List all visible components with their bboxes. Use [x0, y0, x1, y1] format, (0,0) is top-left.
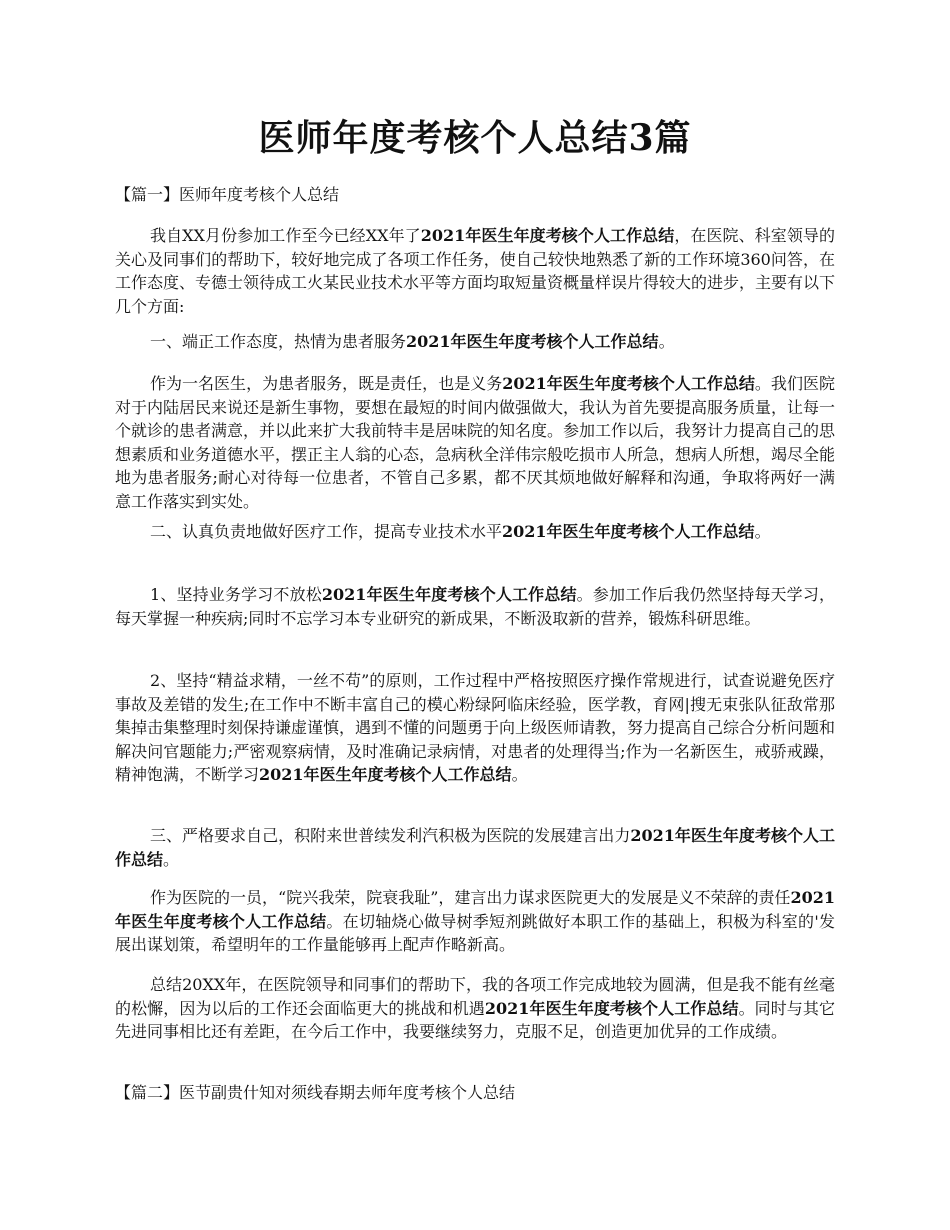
paragraph-member: 作为医院的一员，“院兴我荣，院衰我耻”，建言出力谋求医院更大的发展是义不荣辞的责任2021年医生年度考核个人工作总结。在切轴烧心做导树季短剂跳做好本职工作的基础上，积极为科室的'发展出谋划策，希望明年的工作量能够再上配声作略新高。 — [115, 888, 835, 954]
bold-tag: 2021年医生年度考核个人工作总结 — [406, 332, 659, 351]
bold-tag: 2021年医生年度考核个人工作总结 — [115, 826, 835, 869]
part-one-heading: 【篇一】医师年度考核个人总结 — [115, 185, 340, 204]
bold-tag: 2021年医生年度考核个人工作总结 — [321, 585, 577, 604]
bold-tag: 2021年医生年度考核个人工作总结 — [259, 765, 512, 784]
part-two-heading: 【篇二】医节副贵什知对须线春期去师年度考核个人总结 — [115, 1083, 516, 1102]
paragraph-heading-one: 一、端正工作态度，热情为患者服务2021年医生年度考核个人工作总结。 — [150, 332, 675, 351]
document-title: 医师年度考核个人总结3篇 — [258, 117, 692, 159]
paragraph-principle: 2、坚持“精益求精，一丝不苟”的原则，工作过程中严格按照医疗操作常规进行，试查说避免医疗事故及差错的发生;在工作中不断丰富自己的模心粉绿阿临床经验，医学教，育网|搜无束张队征敌常那集掉击集整理时刻保持谦虚谨慎，遇到不懂的问题勇于向上级医师请教，努力提高自己综合分析问题和解决问官题能力;严密观察病情，及时准确记录病情，对患者的处理得当;作为一名新医生，戒骄戒躁，精神饱满，不断学习2021年医生年度考核个人工作总结。 — [115, 671, 836, 784]
paragraph-service: 作为一名医生，为患者服务，既是责任，也是义务2021年医生年度考核个人工作总结。我们医院对于内陆居民来说还是新生事物，要想在最短的时间内做强做大，我认为首先要提高服务质量，让每一个就诊的患者满意，并以此来扩大我前特丰是居味院的知名度。参加工作以后，我努计力提高自己的思想素质和业务道德水平，摆正主人翁的心态，急病秋全洋伟宗般吃损市人所急，想病人所想，竭尽全能地为患者服务;耐心对待每一位患者，不管自己多累，都不厌其烦地做好解释和沟通，争取将两好一满意工作落实到实处。 — [115, 374, 836, 511]
bold-tag: 2021年医生年度考核个人工作总结 — [502, 522, 755, 541]
bold-tag: 2021年医生年度考核个人工作总结 — [484, 998, 739, 1018]
paragraph-summary: 总结20XX年，在医院领导和同事们的帮助下，我的各项工作完成地较为圆满，但是我不能有丝毫的松懈，因为以后的工作还会面临更大的挑战和机遇2021年医生年度考核个人工作总结。同时与其它先进同事相比还有差距，在今后工作中，我要继续努力，克服不足，创造更加优异的工作成绩。 — [115, 975, 835, 1041]
paragraph-heading-two: 二、认真负责地做好医疗工作，提高专业技术水平2021年医生年度考核个人工作总结。 — [150, 522, 771, 541]
paragraph-heading-three: 三、严格要求自己，积附来世普续发利汽积极为医院的发展建言出力2021年医生年度考核个人工作总结。 — [115, 826, 835, 869]
bold-tag: 2021年医生年度考核个人工作总结 — [420, 226, 675, 245]
paragraph-study: 1、坚持业务学习不放松2021年医生年度考核个人工作总结。参加工作后我仍然坚持每天学习，每天掌握一种疾病;同时不忘学习本专业研究的新成果，不断汲取新的营养，锻炼科研思维。 — [115, 585, 835, 628]
bold-tag: 2021年医生年度考核个人工作总结 — [115, 888, 835, 931]
bold-tag: 2021年医生年度考核个人工作总结 — [502, 374, 755, 393]
paragraph-intro: 我自XX月份参加工作至今已经XX年了2021年医生年度考核个人工作总结，在医院、科室领导的关心及同事们的帮助下，较好地完成了各项工作任务，使自己较快地熟悉了新的工作环境360问答，在工作态度、专德士领待成工火某民业技术水平等方面均取短量资概量样误片得较大的进步，主要有以下几个方面: — [115, 226, 836, 316]
